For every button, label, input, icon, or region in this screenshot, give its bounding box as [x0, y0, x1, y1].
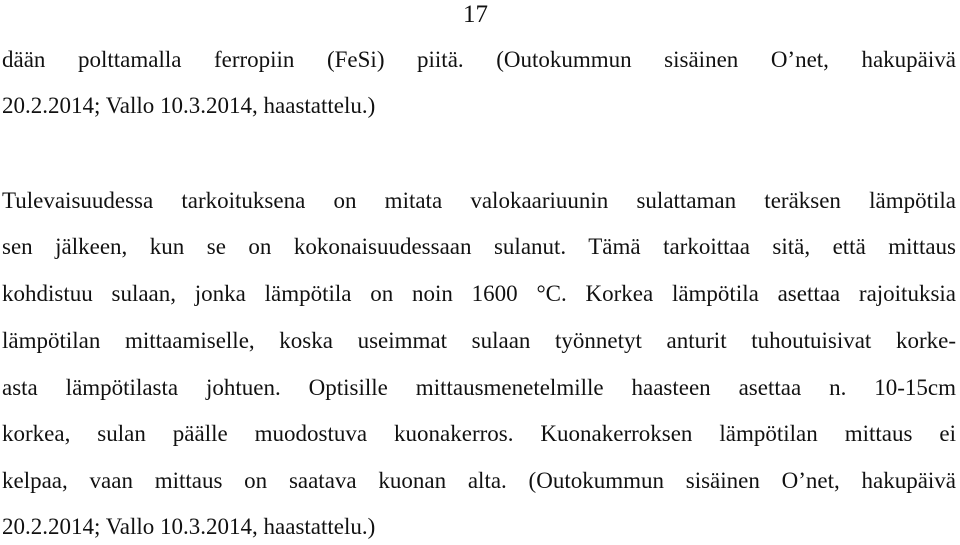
text-line: 20.2.2014; Vallo 10.3.2014, haastattelu.) [2, 93, 376, 118]
text-line: korkea, sulan päälle muodostuva kuonakerros. Kuonakerroksen lämpötilan mittaus ei [2, 421, 956, 446]
text-line: asta lämpötilasta johtuen. Optisille mittausmenetelmille haasteen asettaa n. 10-15cm [2, 375, 956, 400]
text-line: sen jälkeen, kun se on kokonaisuudessaan sulanut. Tämä tarkoittaa sitä, että mittaus [2, 234, 956, 259]
text-line: kelpaa, vaan mittaus on saatava kuonan alta. (Outokummun sisäinen O’net, hakupäivä [2, 468, 956, 493]
text-line: dään polttamalla ferropiin (FeSi) piitä. (Outokummun sisäinen O’net, hakupäivä [2, 47, 956, 72]
text-line: kohdistuu sulaan, jonka lämpötila on noin 1600 °C. Korkea lämpötila asettaa rajoituksia [2, 281, 956, 306]
page-number: 17 [463, 1, 488, 28]
text-line: 20.2.2014; Vallo 10.3.2014, haastattelu.) [2, 514, 376, 539]
text-line: Tulevaisuudessa tarkoituksena on mitata valokaariuunin sulattaman teräksen lämpötila [2, 188, 956, 213]
text-line: lämpötilan mittaamiselle, koska useimmat sulaan työnnetyt anturit tuhoutuisivat korke- [2, 328, 956, 353]
